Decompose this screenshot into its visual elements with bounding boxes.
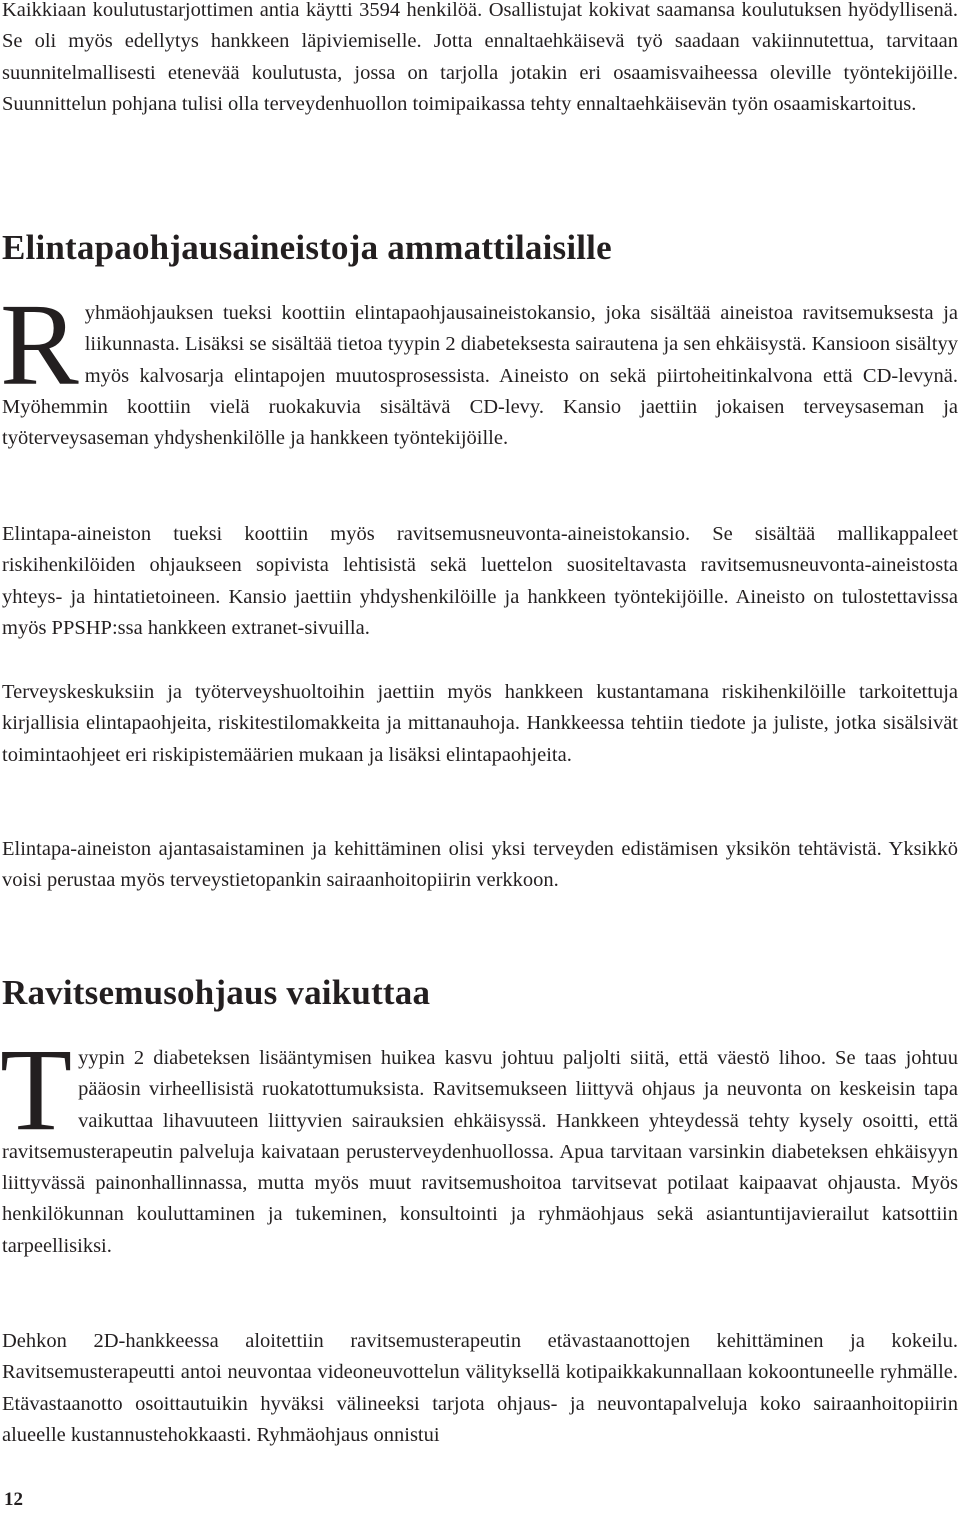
section1-paragraph-1-text: yhmäohjauksen tueksi koottiin elintapaohjausaineistokansio, joka sisältää aineistoa ravitsemuksesta ja liikunnasta. Lisäksi se sisältää tietoa tyypin 2 diabeteksesta sairautena ja sen ehkäisystä. Kansioon sisältyy myös kalvosarja elintapojen muutosprosessista. Aineisto on sekä piirtoheitinkalvona että CD-levynä. Myöhemmin koottiin vielä ruokakuvia sisältävä CD-levy. Kansio jaettiin jokaisen terveysaseman ja työterveysaseman yhdyshenkilölle ja hankkeen työntekijöille.	[2, 302, 958, 450]
dropcap-letter: T	[0, 1024, 73, 1155]
intro-paragraph: Kaikkiaan koulutustarjottimen antia käytti 3594 henkilöä. Osallistujat kokivat saamansa koulutuksen hyödyllisenä. Se oli myös edellytys hankkeen läpiviemiselle. Jotta ennaltaehkäisevä työ saadaan vakiinnutettua, tarvitaan suunnitelmallisesti etenevää koulutusta, jossa on tarjolla jotakin eri osaamisvaiheessa oleville työntekijöille. Suunnittelun pohjana tulisi olla terveydenhuollon toimipaikassa tehty ennaltaehkäisevän työn osaamiskartoitus.	[2, 0, 958, 115]
dropcap-letter: R	[0, 279, 79, 410]
section2-paragraph-2: Dehkon 2D-hankkeessa aloitettiin ravitsemusterapeutin etävastaanottojen kehittäminen ja kokeilu. Ravitsemusterapeutti antoi neuvontaa videoneuvottelun välityksellä kotipaikkakunnallaan kokoontuneelle ryhmälle. Etävastaanotto osoittautuikin hyväksi välineeksi tarjota ohjaus- ja neuvontapalveluja koko sairaanhoitopiirin alueelle kustannustehokkaasti. Ryhmäohjaus onnistui	[2, 1330, 958, 1446]
section-heading-ravitsemusohjaus: Ravitsemusohjaus vaikuttaa	[2, 973, 431, 1012]
section1-paragraph-1	[0, 279, 958, 454]
section1-paragraph-3: Terveyskeskuksiin ja työterveyshuoltoihin jaettiin myös hankkeen kustantamana riskihenkilöille tarkoitettuja kirjallisia elintapaohjeita, riskitestilomakkeita ja mittanauhoja. Hankkeessa tehtiin tiedote ja juliste, jotka sisälsivät toimintaohjeet eri riskipistemäärien mukaan ja lisäksi elintapaohjeita.	[2, 681, 958, 766]
section2-paragraph-1	[0, 1024, 958, 1262]
section2-paragraph-1-text: yypin 2 diabeteksen lisääntymisen huikea kasvu johtuu paljolti siitä, että väestö lihoo. Se taas johtuu pääosin virheellisistä ruokatottumuksista. Ravitsemukseen liittyvä ohjaus ja neuvonta on keskeisin tapa vaikuttaa lihavuuteen liittyvien sairauksien ehkäisyssä. Hankkeen yhteydessä tehty kysely osoitti, että ravitsemusterapeutin palveluja kaivataan perusterveydenhuollossa. Apua tarvitaan varsinkin diabeteksen ehkäisyyn liittyvässä painonhallinnassa, mutta myös muut ravitsemushoitoa tarvitsevat potilaat kaipaavat ohjausta. Myös henkilökunnan kouluttaminen ja tukeminen, konsultointi ja ryhmäohjaus sekä asiantuntijavierailut katsottiin tarpeellisiksi.	[2, 1047, 958, 1257]
section1-paragraph-4: Elintapa-aineiston ajantasaistaminen ja kehittäminen olisi yksi terveyden edistämisen yksikön tehtävistä. Yksikkö voisi perustaa myös terveystietopankin sairaanhoitopiirin verkkoon.	[2, 838, 958, 892]
section-heading-elintapaohjaus: Elintapaohjausaineistoja ammattilaisille	[2, 228, 612, 267]
page-number: 12	[4, 1489, 23, 1510]
section1-paragraph-2: Elintapa-aineiston tueksi koottiin myös ravitsemusneuvonta-aineistokansio. Se sisältää mallikappaleet riskihenkilöiden ohjaukseen sopivista lehtisistä sekä luettelon suositeltavasta ravitsemusneuvonta-aineistosta yhteys- ja hintatietoineen. Kansio jaettiin yhdyshenkilöille ja hankkeen työntekijöille. Aineisto on tulostettavissa myös PPSHP:ssa hankkeen extranet-sivuilla.	[2, 523, 958, 639]
